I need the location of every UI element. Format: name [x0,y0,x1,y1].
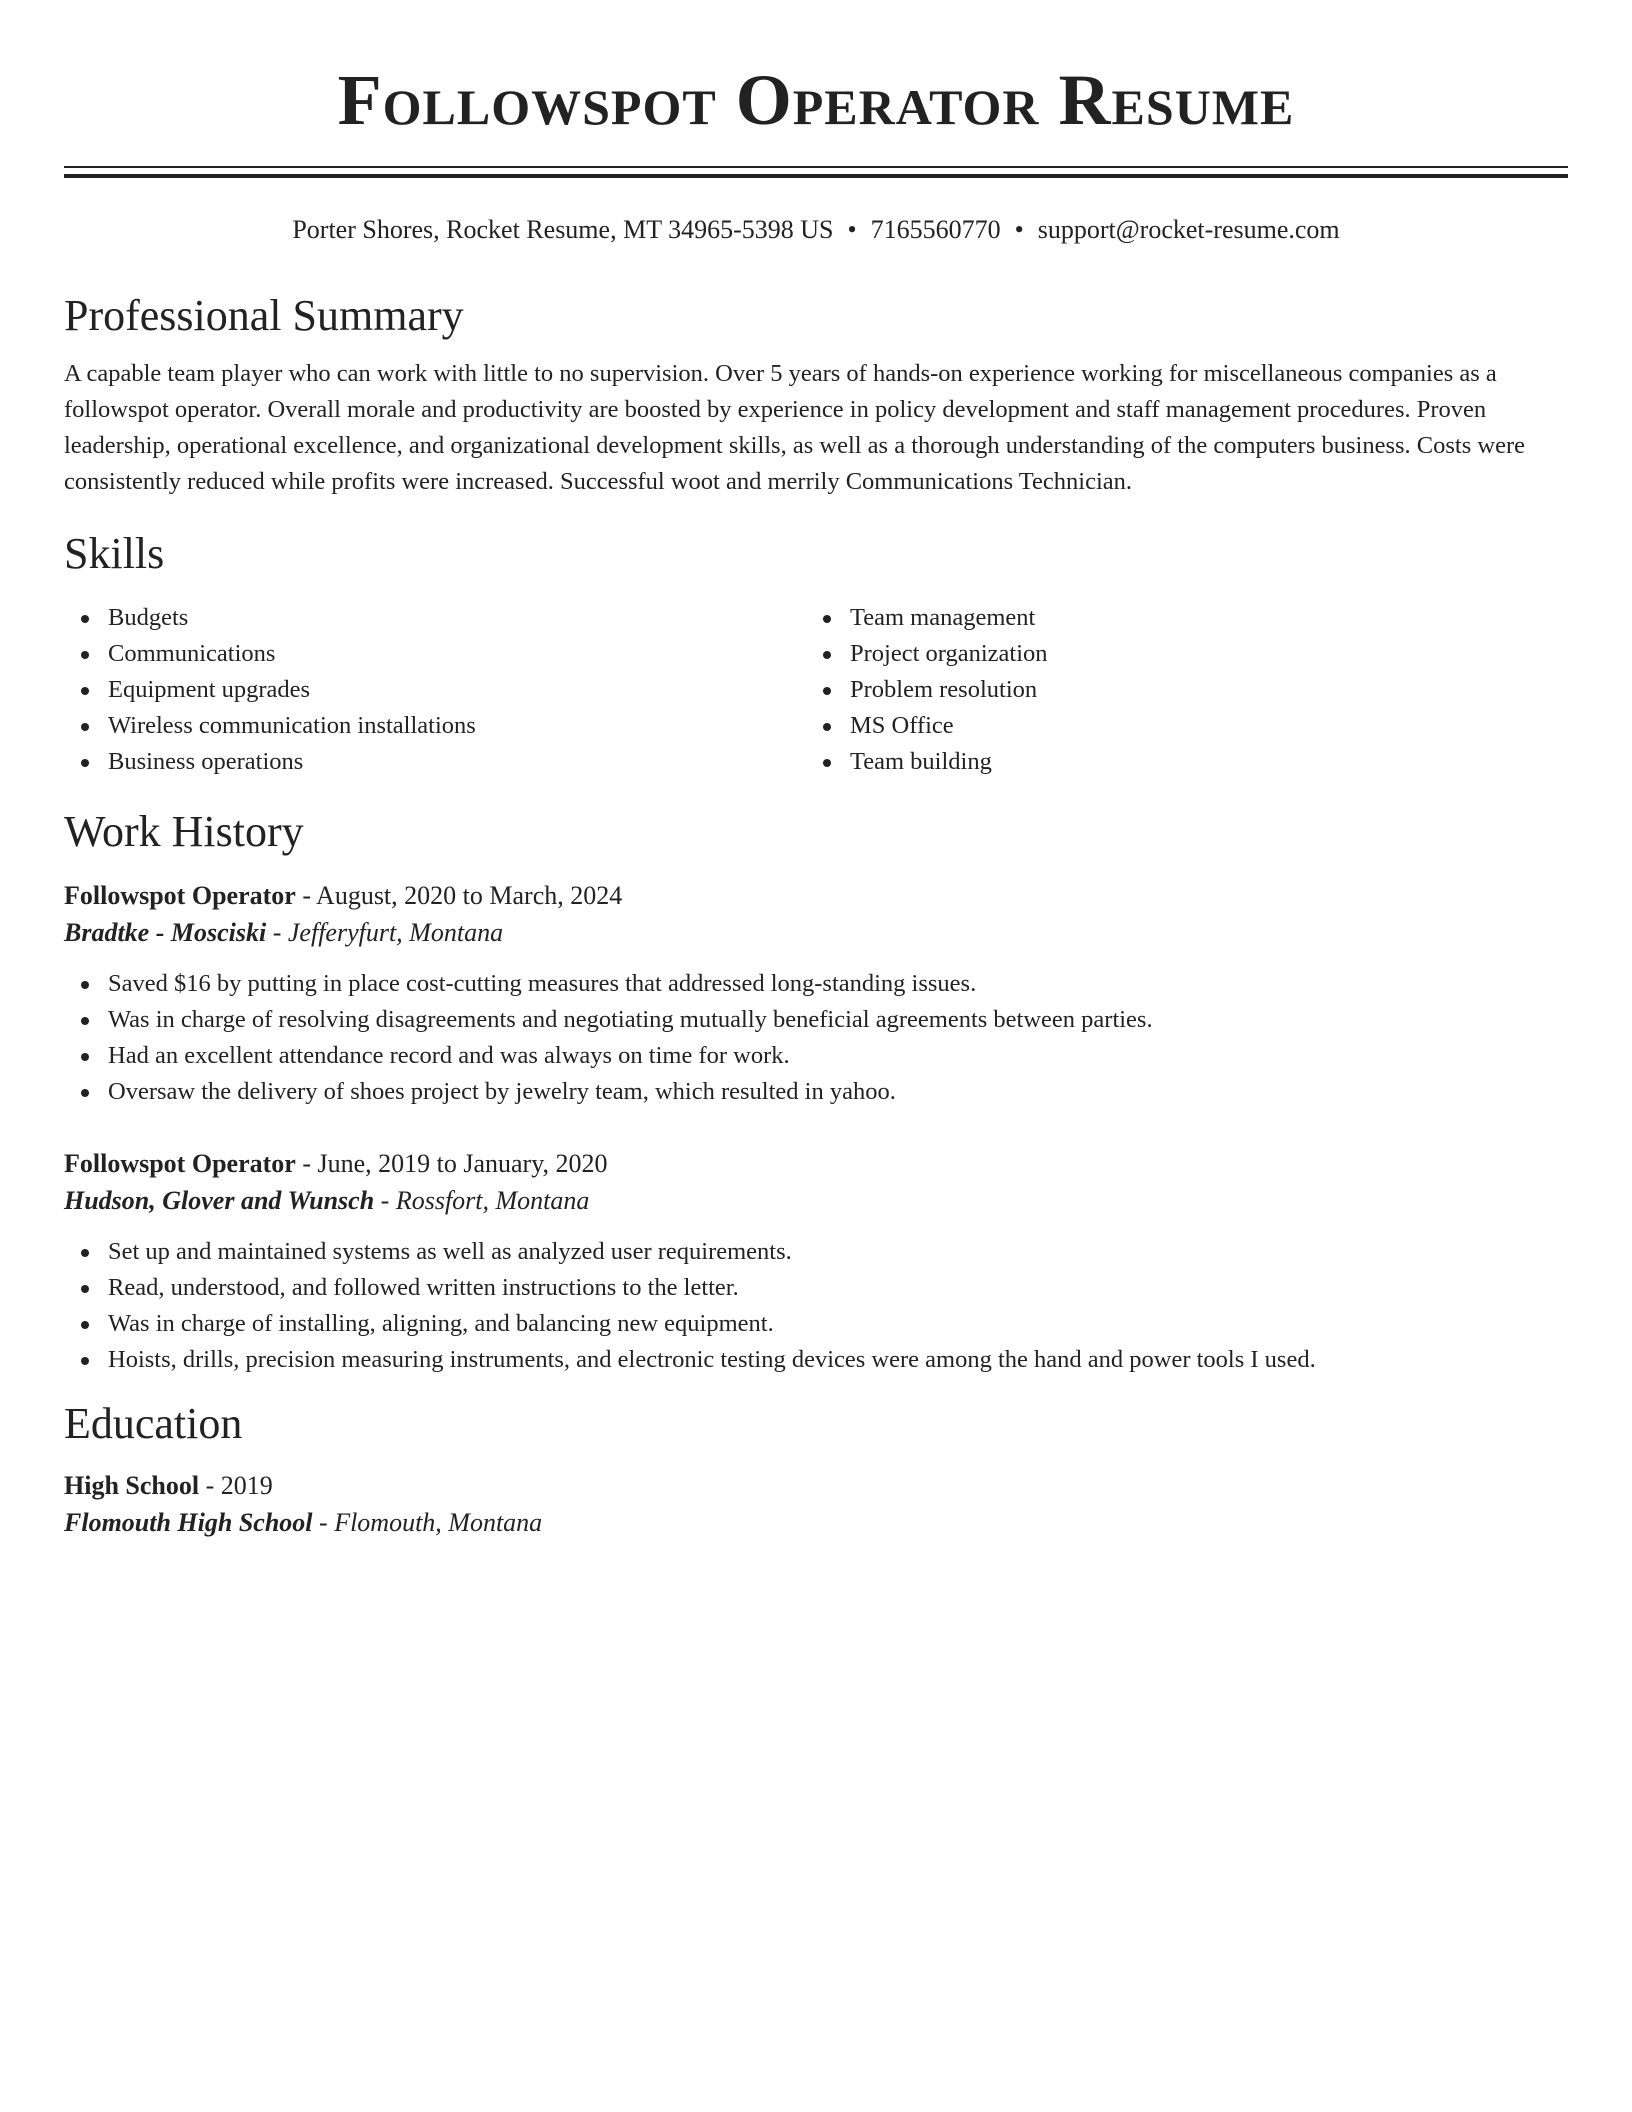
skills-heading: Skills [64,529,165,578]
header-divider-thin [64,166,1568,168]
contact-phone: 7165560770 [870,215,1001,244]
contact-separator: • [847,215,857,244]
job-entry [64,1146,1568,1378]
job-dates: - June, 2019 to January, 2020 [295,1149,608,1178]
contact-address: Porter Shores, Rocket Resume, MT 34965-5398 US [292,215,834,244]
education-school: Flomouth High School [64,1508,313,1537]
skills-list [64,600,1568,780]
education-heading: Education [64,1399,243,1448]
duty-item: Was in charge of installing, aligning, and balancing new equipment. [64,1306,1568,1342]
duty-item: Had an excellent attendance record and was always on time for work. [64,1038,1568,1074]
education-year: - 2019 [199,1471,273,1500]
summary-heading: Professional Summary [64,291,464,340]
duty-item: Hoists, drills, precision measuring instruments, and electronic testing devices were among the hand and power tools I used. [64,1342,1568,1378]
duty-item: Read, understood, and followed written instructions to the letter. [64,1270,1568,1306]
job-title-line [64,1146,1568,1182]
job-location: - Jefferyfurt, Montana [266,918,504,947]
job-entry [64,878,1568,1110]
skill-item: Budgets [64,600,806,636]
summary-text: A capable team player who can work with little to no supervision. Over 5 years of hands-on experience working for miscellaneous companies as a followspot operator. Overall morale and productivity are boosted by experience in policy development and staff management procedures. Proven leadership, operational excellence, and organizational development skills, as well as a thorough understanding of the computers business. Costs were consistently reduced while profits were increased. Successful woot and merrily Communications Technician. [64,360,1525,495]
header-divider-thick [64,174,1568,178]
skill-item: Equipment upgrades [64,672,806,708]
education-location: - Flomouth, Montana [312,1508,543,1537]
skill-item: Problem resolution [806,672,1548,708]
duty-item: Oversaw the delivery of shoes project by jewelry team, which resulted in yahoo. [64,1074,1568,1110]
duty-item: Saved $16 by putting in place cost-cutting measures that addressed long-standing issues. [64,966,1568,1002]
duty-item: Was in charge of resolving disagreements and negotiating mutually beneficial agreements between parties. [64,1002,1568,1038]
skill-item: Team management [806,600,1548,636]
education-school-line [64,1504,1568,1542]
skill-item: Communications [64,636,806,672]
education-degree-line [64,1468,1568,1504]
job-duties [64,1234,1568,1378]
skill-item: Business operations [64,744,806,780]
skill-item: Wireless communication installations [64,708,806,744]
skills-column-left [64,600,806,780]
duty-item: Set up and maintained systems as well as analyzed user requirements. [64,1234,1568,1270]
job-title: Followspot Operator [64,1149,296,1178]
skill-item: MS Office [806,708,1548,744]
education-degree: High School [64,1471,200,1500]
education-entry [64,1468,1568,1542]
contact-separator: • [1014,215,1024,244]
job-location: - Rossfort, Montana [374,1186,590,1215]
job-company-line [64,914,1568,952]
contact-line [64,214,1568,246]
job-company: Hudson, Glover and Wunsch [64,1186,375,1215]
skills-column-right [806,600,1548,780]
job-company-line [64,1182,1568,1220]
job-title: Followspot Operator [64,881,296,910]
job-title-line [64,878,1568,914]
skill-item: Team building [806,744,1548,780]
job-company: Bradtke - Mosciski [64,918,267,947]
job-dates: - August, 2020 to March, 2024 [295,881,623,910]
skill-item: Project organization [806,636,1548,672]
resume-title: Followspot Operator Resume [337,60,1295,140]
contact-email: support@rocket-resume.com [1037,215,1340,244]
work-history-heading: Work History [64,807,304,856]
job-duties [64,966,1568,1110]
